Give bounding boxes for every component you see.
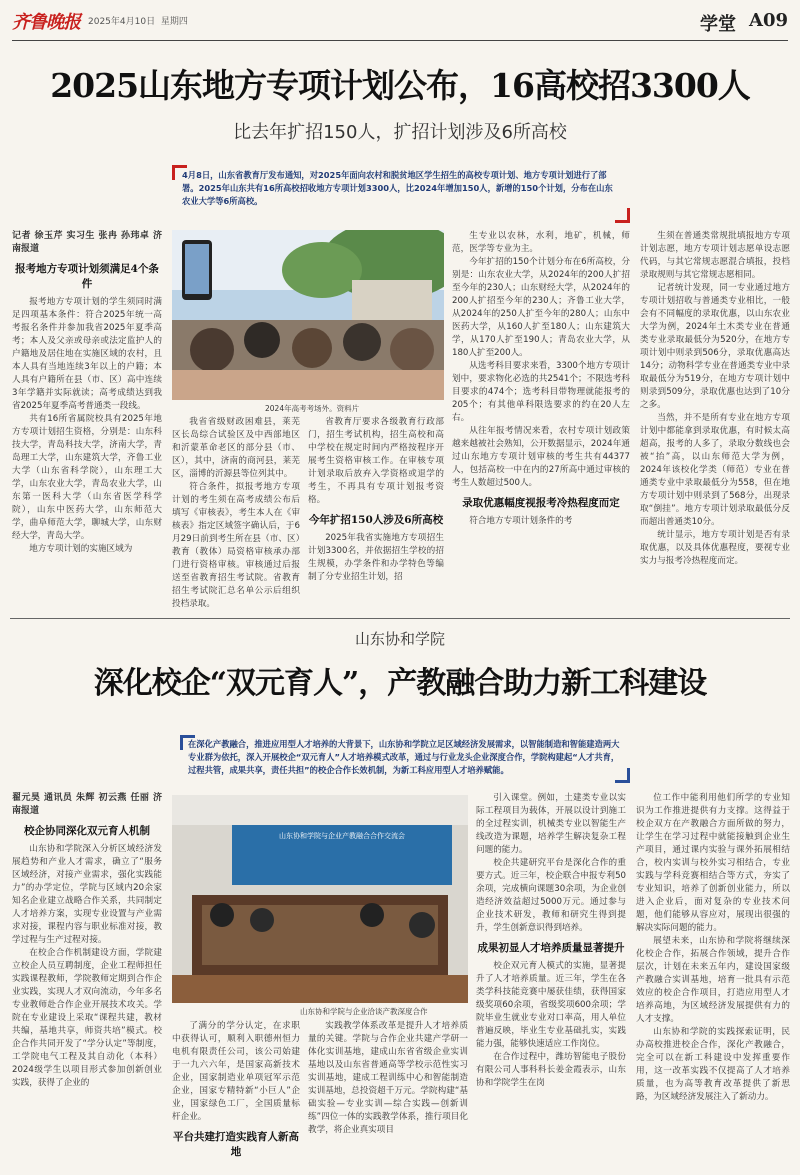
meeting-photo — [172, 795, 468, 1003]
paragraph: 山东协和学院的实践探索证明，民办高校推进校企合作，深化产教融合，完全可以在新工科建设中发挥重要作用，这一改革实践不仅提高了人才培养质量，也为高等教育改革提供了新思路，为区域经济发展注入了新动力。 — [636, 1027, 790, 1102]
article1-subhead-preference: 录取优惠幅度视报考冷热程度而定 — [462, 497, 620, 509]
paragraph: 校企共建研究平台是深化合作的重要方式。近三年，校企联合申报专利50余项，完成横向课题30余项，为企业创造经济效益超过5000万元。通过参与企业技术研发，教师和研究生得到提升，学生创新意识得到培养。 — [476, 858, 626, 933]
paragraph: 记者统计发现，同一专业通过地方专项计划招收与普通类专业相比，一般会有不同幅度的录取优惠，以山东农业大学为例，2024年土木类专业在普通类专业录取最低分为520分，在地方专项计划中则录到506分，录取优惠高达14分；动物科学专业在普通类专业中录取最低分为519分，在地方专项计划中则录到509分，录取优惠也达到了10分之多。 — [640, 283, 790, 410]
article1-lead: 4月8日，山东省教育厅发布通知，对2025年面向农村和脱贫地区学生招生的高校专项计划、地方专项计划进行了部署。2025年山东共有16所高校招收地方专项计划3300人，比2024年增加150人，新增的150个计划，分布在山东农业大学等6所高校。 — [172, 165, 630, 223]
paragraph: 省教育厅要求各级教育行政部门，招生考试机构，招生高校和高中学校在规定时间内严格按程序开展考生资格审核工作。在审核专项计划录取后放弃入学资格或退学的考生，不再具有专项计划报考资格。 — [308, 417, 444, 505]
article2-column-4 — [476, 792, 626, 1172]
article2-subhead-results: 成果初显人才培养质量显著提升 — [477, 942, 625, 954]
meeting-photo-caption: 山东协和学院与企业洽谈产教深度合作 — [300, 1007, 428, 1016]
article1-byline: 记者 徐玉芹 实习生 张冉 孙玮卓 济南报道 — [12, 231, 162, 254]
article2-column-3 — [308, 1020, 468, 1172]
article1-column-4 — [452, 230, 630, 618]
newspaper-logo: 齐鲁晚报 — [12, 12, 80, 33]
article2-column-5 — [636, 792, 790, 1172]
article1-headline: 2025山东地方专项计划公布，16高校招3300人 — [50, 66, 750, 105]
article1-subhead-requirements: 报考地方专项计划须满足4个条件 — [15, 263, 159, 290]
paragraph: 地方专项计划的实施区域为 — [29, 544, 133, 554]
paragraph: 生专业以农林，水利，地矿，机械，师范，医学等专业为主。 — [452, 231, 630, 254]
paragraph: 引入课堂。例如，土建类专业以实际工程项目为载体，开展以设计到施工的全过程实训，机械类专业以智能生产线改造为课题，培养学生解决复杂工程问题的能力。 — [476, 793, 626, 855]
article2-byline: 翟元昊 通讯员 朱辉 初云燕 任丽 济南报道 — [12, 793, 162, 816]
paragraph: 实践教学体系改革是提升人才培养质量的关键。学院与合作企业共建产学研一体化实训基地，建成山东省省级企业实训基地以及山东省普通高等学校示范性实习实训基地，建成工程训练中心和智能制造实训基地，总投资超千万元。学院构建“基础实验—专业实训—综合实践—创新训练”四位一体的实践教学体系，推行项目化教学，将企业真实项目 — [308, 1021, 468, 1135]
paragraph: 共有16所省属院校具有2025年地方专项计划招生资格，分别是：山东科技大学，青岛科技大学，济南大学，青岛理工大学，山东建筑大学，齐鲁工业大学（山东省科学院），山东理工大学，山东农业大学，青岛农业大学，山东第一医科大学（山东省医学科学院），山东中医药大学，山东师范大学，曲阜师范大学，聊城大学，山东财经大学，青岛大学。 — [12, 414, 162, 541]
article2-column-2 — [172, 1020, 300, 1172]
article2-lead: 在深化产教融合，推进应用型人才培养的大背景下，山东协和学院立足区域经济发展需求，以智能制造和智能建造两大专业群为依托，深入开展校企“双元育人”人才培养模式改革，通过与行业龙头企业深度合作，学院构建起“人才共育，过程共管，成果共享，责任共担”的校企合作长效机制，为新工科应用型人才培养赋能。 — [180, 735, 630, 783]
article2-headline: 深化校企“双元育人”，产教融合助力新工科建设 — [93, 666, 707, 701]
article1-column-5 — [640, 230, 790, 618]
issue-date: 2025年4月10日 星期四 — [88, 17, 188, 27]
article2-subhead-platform: 平台共建打造实践育人新高地 — [173, 1131, 299, 1158]
paragraph: 从选考科目要求来看，3300个地方专项计划中，要求物化必选的共2541个；不限选考科目要求的474个；选考科目带物理就能报考的205个；有其他单科限选要求的约在20人左右。 — [452, 361, 630, 423]
meeting-banner-text: 山东协和学院与企业产教融合合作交流会 — [279, 832, 405, 840]
paragraph: 统计显示，地方专项计划是否有录取优惠，以及具体优惠程度，要视专业实力与报考冷热程度而定。 — [640, 530, 790, 566]
article2-column-1 — [12, 792, 162, 1172]
article2-subhead-cooperation: 校企协同深化双元育人机制 — [24, 825, 150, 837]
paragraph: 在合作过程中，潍坊智能电子股份有限公司人事科科长姜金霞表示，山东协和学院学生在岗 — [476, 1052, 626, 1088]
paragraph: 校企双元育人模式的实施，显著提升了人才培养质量。近三年，学生在各类学科技能竞赛中屡获佳绩，获得国家级奖项60余项，省级奖项600余项；学院毕业生就业专业对口率高，用人单位普遍反映，毕业生专业基础扎实，实践能力强，能够快速适应工作岗位。 — [476, 961, 626, 1049]
paragraph: 山东协和学院深入分析区域经济发展趋势和产业人才需求，确立了“服务区域经济，对接产业需求，强化实践能力”的办学定位，学院与区域内20余家知名企业建立战略合作关系，共同制定人才培养方案，实现专业设置与产业需求对接，课程内容与职业标准对接，教学过程与生产过程对接。 — [12, 844, 162, 945]
exam-photo-caption: 2024年高考考场外。资料片 — [265, 404, 360, 413]
paragraph: 符合地方专项计划条件的考 — [469, 516, 573, 526]
paragraph: 今年扩招的150个计划分布在6所高校，分别是：山东农业大学，从2024年的200人扩招至今年的230人；山东财经大学，从2024年的200人扩招至今年的230人；齐鲁工业大学，从2024年的250人扩至今年的280人；山东中医药大学，从160人扩至180人；山东建筑大学，从170人扩至190人；青岛农业大学，从180人扩至200人。 — [452, 257, 630, 358]
paragraph: 我省省级财政困难县，莱芜区长岛综合试验区及中西部地区和沂蒙革命老区的部分县（市、区），其中，济南的商河县，莱芜区，淄博的沂源县等位列其中。 — [172, 417, 300, 479]
article1-subheadline: 比去年扩招150人，扩招计划涉及6所高校 — [233, 122, 567, 143]
section-name: 学堂 — [700, 14, 736, 35]
paragraph: 符合条件，拟报考地方专项计划的考生须在高考成绩公布后填写《审核表》，考生本人在《审核表》指定区域签字确认后，于6月29日前到考生所在县（市、区）教育（教体）局资格审核承办部门进行资格审核。审核通过后报送至省教育招生考试院。省教育招生考试院汇总名单公示后组织投档录取。 — [172, 482, 300, 609]
paragraph: 展望未来，山东协和学院将继续深化校企合作，拓展合作领域，提升合作层次，计划在未来五年内，建设国家级产教融合实训基地，培育一批具有示范效应的校企合作项目，打造应用型人才培养高地，为区域经济发展提供有力的人才支撑。 — [636, 936, 790, 1024]
paragraph: 位工作中能利用他们所学的专业知识为工作推进提供有力支撑。这得益于校企双方在产教融合方面所做的努力，让学生在学习过程中就能接触到企业生产项目，通过课内实验与课外拓展相结合，校内实训与校外实习相结合，专业实践与学科竞赛相结合等方式，夯实了专业知识，培养了创新创业能力，所以进入企业后，面对复杂的专业技术问题，他们能够从容应对，展现出很强的解决实际问题的能力。 — [636, 793, 790, 933]
article1-column-1 — [12, 230, 162, 618]
article1-column-2 — [172, 416, 300, 618]
article1-column-3 — [308, 416, 444, 618]
paragraph: 在校企合作机制建设方面，学院建立校企人员互聘制度，企业工程师担任实践课程教师，学院教师定期到合作企业实践，实现人才双向流动，今年多名专业教师赴合作企业开展技术攻关。学院在专业建设上采取“课程共建，教材共编，基地共享，师资共培”模式。校企合作共同开发了“学分认定”等制度，工学院电气工程及其自动化（本科）2024级学生以项目形式参加创新创业实践，获得了企业的 — [12, 948, 162, 1088]
masthead — [12, 8, 788, 41]
paragraph: 了满分的学分认定，在求职中获得认可，顺利入职德州恒力电机有限责任公司，该公司始建于一九六六年，是国家高新技术企业，国家制造业单项冠军示范企业，国家专精特新“小巨人”企业，国家绿色工厂，全国质量标杆企业。 — [172, 1021, 300, 1122]
paragraph: 报考地方专项计划的学生须同时满足四项基本条件：符合2025年统一高考报名条件并参加我省2025年夏季高考；本人及父亲或母亲或法定监护人的户籍地及居住地在实施区域的农村，且本人具有当地连续3年以上的户籍；本人具有户籍所在县（市、区）高中连续3年学籍并实际就读；高考成绩达到我省2025年夏季高考普通类一段线。 — [12, 297, 162, 411]
article1-subhead-expansion: 今年扩招150人涉及6所高校 — [308, 514, 444, 526]
article2-kicker: 山东协和学院 — [354, 630, 445, 648]
page-number: A09 — [748, 10, 788, 31]
paragraph: 从往年报考情况来看，农村专项计划政策越来越被社会熟知，公开数据显示，2024年通过山东地方专项计划审核的考生共有44377人，包括高校一中在内的27所高中通过审核的考生人数超过500人。 — [452, 426, 630, 488]
paragraph: 2025年我省实施地方专项招生计划3300名，并依据招生学校的招生规模，办学条件和办学特色等编制了分专业招生计划，招 — [308, 533, 444, 582]
section-divider — [10, 618, 790, 619]
paragraph: 当然，并不是所有专业在地方专项计划中都能拿到录取优惠，有时候太高超高，报考的人多了，录取分数线也会被“抬”高，以山东师范大学为例，2024年该校化学类（师范）专业在普通类专业中录取最低分为558，但在地方专项计划中则录到了568分，出现录取“倒挂”。地方专项计划录取最低分反而超出普通类10分。 — [640, 413, 790, 527]
exam-crowd-photo — [172, 230, 444, 400]
paragraph: 生须在普通类常规批填报地方专项计划志愿，地方专项计划志愿单设志愿代码，与其它常规志愿混合填报，投档录取规则与其它常规志愿相同。 — [640, 231, 790, 280]
